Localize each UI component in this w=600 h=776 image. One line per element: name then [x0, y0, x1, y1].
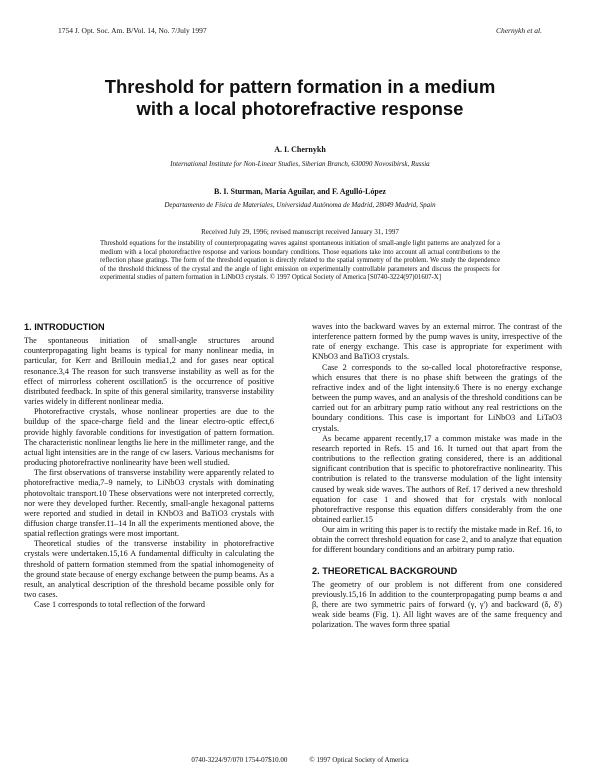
paragraph: The first observations of transverse instability were apparently related to photorefractive media,7–9 namely, to LiNbO3 crystals with dominating photovoltaic transport.10 These observations were not interpreted correctly, nor were they developed further. Recently, small-angle hexagonal patterns were reported and studied in detail in KNbO3 and BaTiO3 crystals with diffusion charge transfer.11–14 In all the experiments mentioned above, the spatial reflection gratings were most important.	[24, 468, 274, 539]
paragraph: Our aim in writing this paper is to rectify the mistake made in Ref. 16, to obtain the correct threshold equation for case 2, and to analyze that equation for different boundary conditions and an arbitrary pump ratio.	[312, 525, 562, 555]
paragraph: As became apparent recently,17 a common mistake was made in the research reported in Refs. 15 and 16. It turned out that apart from the contributions to the reflection grating considered, there is an additional significant contribution that is specific to photorefractive nonlinearity. This contribution is related to the transverse modulation of the light intensity caused by weak side waves. The authors of Ref. 17 derived a new threshold equation for case 1 and showed that for crystals with nonlocal photorefractive response this equation differs considerably from the one obtained earlier.15	[312, 433, 562, 524]
section-2-heading: 2. THEORETICAL BACKGROUND	[312, 565, 458, 576]
page-footer	[0, 756, 600, 764]
paragraph: The geometry of our problem is not different from one considered previously.15,16 In addition to the counterpropagating pump beams α and β, there are two symmetric pairs of forward (γ, γ') and backward (δ, δ') weak side beams (Fig. 1). All light waves are of the same frequency and polarization. The waves form three spatial	[312, 579, 562, 630]
paragraph: Case 2 corresponds to the so-called local photorefractive response, which ensures that there is no phase shift between the gratings of the refractive index and of the light intensity.6 There is no energy exchange between the pump waves, and an analysis of the threshold conditions can be carried out for an arbitrary pump ratio without any real restrictions on the boundary conditions. This case is important for LiNbO3 and LiTaO3 crystals.	[312, 362, 562, 433]
section-1-heading: 1. INTRODUCTION	[24, 322, 105, 332]
affiliation-2: Departamento de Física de Materiales, Universidad Autónoma de Madrid, 28049 Madrid, Spain	[164, 201, 436, 209]
abstract: Threshold equations for the instability of counterpropagating waves against spontaneous initiation of small-angle light patterns are analyzed for a medium with a local photorefractive response and various boundary conditions. Those equations take into account all actual contributions to the reflection phase gratings. The form of the threshold equation is directly related to the spatial symmetry of the problem. We study the dependence of the threshold thickness of the crystal and the angle of light emission on experimentally controllable parameters and discuss the prospects for experimental studies of pattern formation in LiNbO3 crystals. © 1997 Optical Society of America [S0740-3224(97)01607-X]	[100, 240, 500, 282]
paragraph: The spontaneous initiation of small-angle structures around counterpropagating light beams is typical for many nonlinear media, in particular, for Kerr and Brillouin media1,2 and for gases near optical resonance.3,4 The reason for such transverse instability as well as for the effect of mirrorless coherent oscillation5 is the occurrence of positive distributed feedback. In spite of this general similarity, transverse instability varies widely in different nonlinear media.	[24, 336, 274, 407]
left-column	[24, 322, 274, 610]
paper-title	[0, 76, 600, 120]
author-line-1: A. I. Chernykh	[274, 145, 326, 154]
paragraph: Photorefractive crystals, whose nonlinear properties are due to the buildup of the space-charge field and the linear electro-optic effect,6 provide highly favorable conditions for investigation of pattern formation. The characteristic nonlinear lengths lie here in the millimeter range, and the actual light intensities are in the range of cw lasers. Various mechanisms for producing photorefractive nonlinearity have been well studied.	[24, 407, 274, 468]
affiliation-1: International Institute for Non-Linear Studies, Siberian Branch, 630090 Novosibirsk, Russia	[170, 160, 430, 168]
title-line-2: with a local photorefractive response	[136, 98, 464, 119]
author-line-2: B. I. Sturman, María Aguilar, and F. Agulló-López	[214, 187, 386, 196]
paragraph: Case 1 corresponds to total reflection of the forward	[34, 600, 205, 610]
paragraph: Theoretical studies of the transverse instability in photorefractive crystals were undertaken.15,16 A fundamental difficulty in calculating the threshold of pattern formation stemmed from the spatial inhomogeneity of the ground state because of energy exchange between the pump beams. As a result, an analytical description of the threshold became possible only for two cases.	[24, 539, 274, 600]
running-header-journal: 1754 J. Opt. Soc. Am. B/Vol. 14, No. 7/July 1997	[58, 26, 207, 35]
paragraph: waves into the backward waves by an external mirror. The contrast of the interference pattern formed by the pump waves is unity, irrespective of the rate of energy exchange. This case is appropriate for experiment with KNbO3 and BaTiO3 crystals.	[312, 322, 562, 362]
title-line-1: Threshold for pattern formation in a medium	[104, 76, 496, 97]
running-header-authors: Chernykh et al.	[495, 26, 542, 35]
received-dates: Received July 29, 1996; revised manuscript received January 31, 1997	[201, 228, 399, 236]
footer-copyright: © 1997 Optical Society of America	[309, 756, 409, 764]
right-column	[312, 322, 562, 631]
footer-code: 0740-3224/97/070 1754-07$10.00	[191, 756, 288, 764]
